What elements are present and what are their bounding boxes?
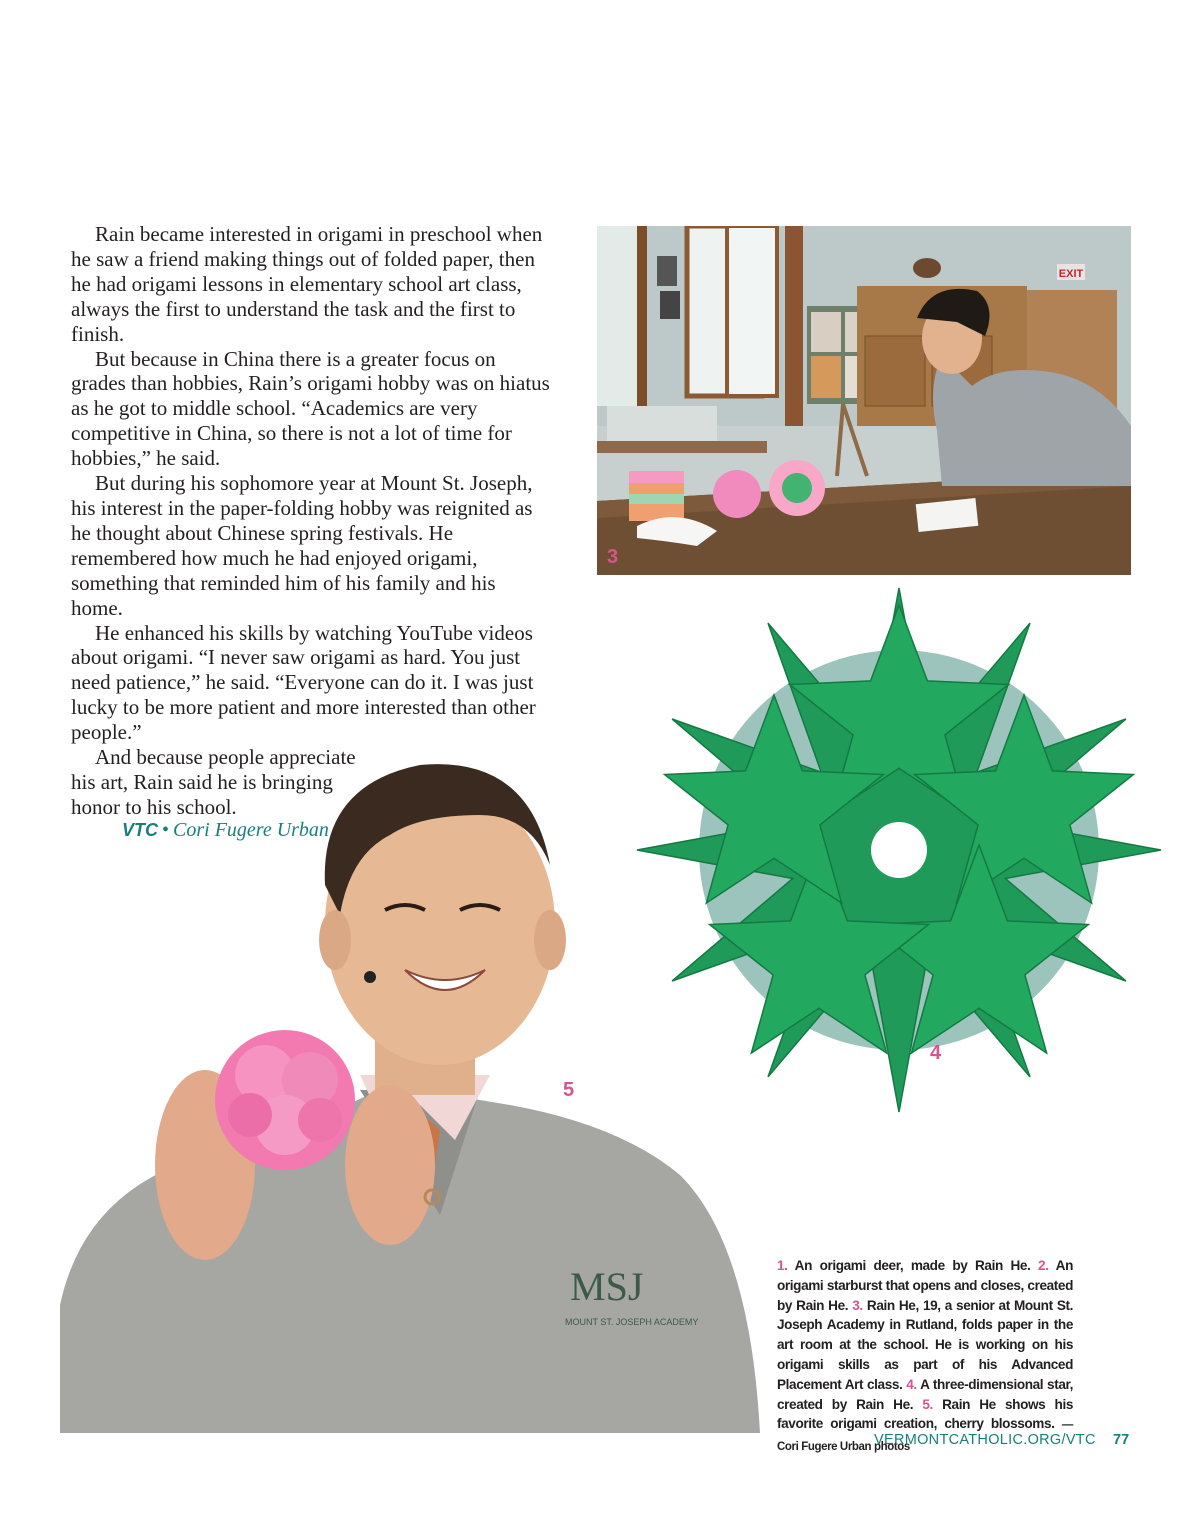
portrait-illustration — [60, 745, 760, 1433]
logo-subtext: MOUNT ST. JOSEPH ACADEMY — [565, 1317, 699, 1327]
caption-number: 5. — [922, 1396, 933, 1412]
byline-org: VTC — [122, 820, 158, 840]
photo-4-number: 4 — [930, 1042, 942, 1064]
photo-caption — [777, 1256, 1073, 1458]
caption-number: 2. — [1038, 1258, 1049, 1273]
caption-number: 4. — [906, 1376, 917, 1392]
caption-text: An origami starburst that opens and closes, created by Rain He. — [777, 1258, 1073, 1313]
caption-text: Rain He, 19, a senior at Mount St. Joseph Academy in Rutland, folds paper in the art room at the school. He is working on his origami skills as part of his Advanced Placement Art class. — [777, 1297, 1073, 1392]
cherry-blossom-origami — [215, 1030, 355, 1170]
article-paragraph: And because people appreciate his art, Rain said he is bringing honor to his school. — [71, 745, 356, 819]
photo-5-number: 5 — [563, 1079, 575, 1101]
byline-author: Cori Fugere Urban — [173, 819, 329, 841]
photo-credit: —Cori Fugere Urban photos — [777, 1419, 1073, 1454]
photo-3-number: 3 — [607, 546, 619, 568]
caption-text: An origami deer, made by Rain He. — [787, 1258, 1039, 1273]
page-number: 77 — [1113, 1432, 1130, 1448]
exit-sign-text: EXIT — [1058, 268, 1084, 280]
byline-separator: • — [162, 819, 170, 841]
caption-number: 3. — [852, 1297, 863, 1313]
caption-text: A three-dimensional star, created by Rain He. — [777, 1376, 1073, 1412]
logo-text: MSJ — [570, 1264, 644, 1309]
article-body — [71, 222, 551, 820]
photo-3-art-room — [597, 226, 1131, 575]
star-center-opening — [871, 822, 927, 878]
article-paragraph: Rain became interested in origami in preschool when he saw a friend making things out of folded paper, then he had origami lessons in elementary school art class, always the first to understand the task and the first to finish. — [71, 222, 543, 346]
article-paragraph: He enhanced his skills by watching YouTube videos about origami. “I never saw origami as hard. You just need patience,” he said. “Everyone can do it. I was just lucky to be more patient and more interested than other people.” — [71, 620, 536, 745]
footer-url: VERMONTCATHOLIC.ORG/VTC — [874, 1432, 1096, 1448]
photo-5-portrait — [60, 745, 760, 1433]
caption-number: 1. — [777, 1258, 788, 1273]
art-room-illustration — [597, 226, 1131, 575]
article-paragraph: But because in China there is a greater focus on grades than hobbies, Rain’s origami hobby was on hiatus as he got to middle school. “Academics are very competitive in China, so there is not a lot of time for hobbies,” he said. — [71, 346, 550, 471]
article-paragraph: But during his sophomore year at Mount St. Joseph, his interest in the paper-folding hobby was reignited as he thought about Chinese spring festivals. He remembered how much he had enjoyed origami, something that reminded him of his family and his home. — [71, 471, 533, 620]
caption-text: Rain He shows his favorite origami creation, cherry blossoms. — [777, 1396, 1073, 1432]
